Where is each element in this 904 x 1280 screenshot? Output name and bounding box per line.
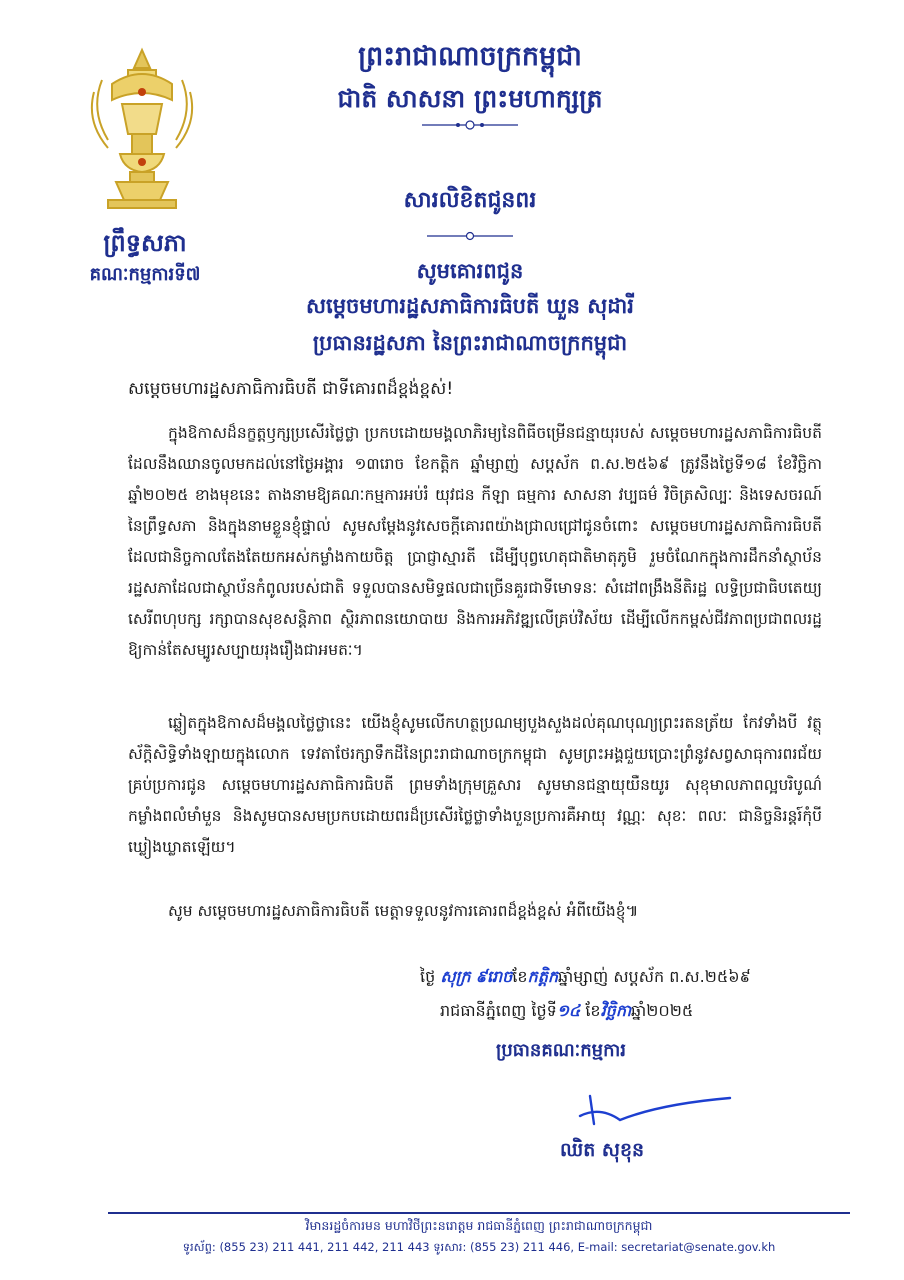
senate-emblem-icon — [72, 40, 212, 220]
handwritten-signature-icon — [560, 1076, 740, 1146]
addressee-greeting: សូមគោរពជូន — [416, 259, 524, 283]
addressee-name: សម្ដេចមហារដ្ឋសភាធិការធិបតី ឃួន សុដារី — [306, 294, 634, 318]
document-title: សារលិខិតជូនពរ — [403, 188, 537, 213]
civil-month: វិច្ឆិកា — [600, 1001, 632, 1020]
civil-month-label: ខែ — [585, 1001, 601, 1020]
civil-year: ឆ្នាំ២០២៥ — [631, 1001, 694, 1020]
lunar-dateline — [420, 966, 840, 990]
kingdom-heading: ព្រះរាជាណាចក្រកម្ពុជា — [358, 41, 582, 72]
commission-name: គណៈកម្មការទី៧ — [89, 264, 201, 285]
salutation: សម្ដេចមហារដ្ឋសភាធិការធិបតី ជាទីគោរពដ៏ខ្ពង់ខ្ពស់! — [128, 379, 454, 399]
addressee-position: ប្រធានរដ្ឋសភា នៃព្រះរាជាណាចក្រកម្ពុជា — [312, 331, 628, 355]
national-motto: ជាតិ សាសនា ព្រះមហាក្សត្រ — [337, 84, 603, 113]
body-paragraph: សូម សម្ដេចមហារដ្ឋសភាធិការធិបតី មេត្តាទទួលនូវការគោរពដ៏ខ្ពង់ខ្ពស់ អំពីយើងខ្ញុំ៕ — [168, 902, 639, 920]
lunar-date: ៩រោច — [475, 967, 513, 986]
lunar-prefix: ថ្ងៃ — [420, 967, 436, 986]
lunar-day: សុក្រ — [440, 967, 471, 986]
civil-prefix: រាជធានីភ្នំពេញ ថ្ងៃទី — [440, 1001, 557, 1020]
body-paragraph: ក្នុងឱកាសដ៏នក្ខត្តឫក្សប្រសើរថ្លៃថ្លា ប្រកបដោយមង្គលាភិរម្យនៃពិធីចម្រើនជន្មាយុរបស់ សម្ដេចមហារដ្ឋសភាធិការធិបតី ដែលនឹងឈានចូលមកដល់នៅថ្ងៃអង្គារ ១៣រោច ខែកត្តិក ឆ្នាំម្សាញ់ សប្តស័ក ព.ស.២៥៦៩ ត្រូវនឹងថ្ងៃទី១៨ ខែវិច្ឆិកា ឆ្នាំ២០២៥ ខាងមុខនេះ តាងនាមឱ្យគណៈកម្មការអប់រំ យុវជន កីឡា ធម្មការ សាសនា វប្បធម៌ វិចិត្រសិល្បៈ និងទេសចរណ៍ នៃព្រឹទ្ធសភា និងក្នុងនាមខ្លួនខ្ញុំផ្ទាល់ សូមសម្ដែងនូវសេចក្ដីគោរពយ៉ាងជ្រាលជ្រៅជូនចំពោះ សម្ដេចមហារដ្ឋសភាធិការធិបតី ដែលជានិច្ចកាលតែងតែយកអស់កម្លាំងកាយចិត្ត ប្រាជ្ញាស្មារតី ដើម្បីបុព្វហេតុជាតិមាតុភូមិ រួមចំណែកក្នុងការដឹកនាំស្ថាប័នរដ្ឋសភាដែលជាស្ថាប័នកំពូលរបស់ជាតិ ទទួលបានសមិទ្ធផលជាច្រើនគួរជាទីមោទនៈ សំដៅពង្រឹងនីតិរដ្ឋ លទ្ធិប្រជាធិបតេយ្យ សេរីពហុបក្ស រក្សាបានសុខសន្តិភាព ស្ថិរភាពនយោបាយ និងការអភិវឌ្ឍលើគ្រប់វិស័យ ដើម្បីលើកកម្ពស់ជីវភាពប្រជាពលរដ្ឋ ឱ្យកាន់តែសម្បូរសប្បាយរុងរឿងជាអមតៈ។ — [128, 424, 822, 659]
body-paragraph: ឆ្លៀតក្នុងឱកាសដ៏មង្គលថ្លៃថ្លានេះ យើងខ្ញុំសូមលើកហត្ថប្រណម្យបួងសួងដល់គុណបុណ្យព្រះរតនត្រ័យ កែវទាំងបី វត្ថុស័ក្តិសិទ្ធិទាំងឡាយក្នុងលោក ទេវតាថែរក្សាទឹកដីនៃព្រះរាជាណាចក្រកម្ពុជា សូមព្រះអង្គជួយប្រោះព្រំនូវសព្វសាធុការពរជ័យគ្រប់ប្រការជូន សម្ដេចមហារដ្ឋសភាធិការធិបតី ព្រមទាំងក្រុមគ្រួសារ សូមមានជន្មាយុយឺនយូរ សុខុមាលភាពល្អបរិបូណ៌ កម្លាំងពលំមាំមួន និងសូមបានសមប្រកបដោយពរដ៏ប្រសើរថ្លៃថ្លាទាំងបួនប្រការគឺអាយុ វណ្ណៈ សុខៈ ពលៈ ជានិច្ចនិរន្តរ៍កុំបីឃ្លៀងឃ្លាតឡើយ។ — [128, 714, 822, 856]
senate-name: ព្រឹទ្ធសភា — [103, 229, 187, 257]
footer-address: វិមានរដ្ឋចំការមន មហាវិថីព្រះនរោត្តម រាជធានីភ្នំពេញ ព្រះរាជាណាចក្រកម្ពុជា — [305, 1218, 653, 1233]
ornament-divider-icon — [425, 230, 515, 242]
signatory-title: ប្រធានគណៈកម្មការ — [496, 1040, 626, 1061]
lunar-month: កត្តិក — [527, 967, 558, 986]
lunar-month-label: ខែ — [512, 967, 528, 986]
signatory-name: ឈិត សុខុន — [560, 1139, 645, 1161]
civil-day: ១៤ — [556, 1001, 581, 1020]
lunar-year: ឆ្នាំម្សាញ់ សប្តស័ក ព.ស.២៥៦៩ — [558, 967, 751, 986]
civil-dateline — [440, 1000, 840, 1024]
footer-divider — [108, 1212, 850, 1214]
ornament-divider-icon — [420, 118, 520, 132]
footer-contact: ទូរស័ព្ទ: (855 23) 211 441, 211 442, 211 443 ទូរសារ: (855 23) 211 446, E-mail: secretariat@senate.gov.kh — [182, 1240, 776, 1254]
